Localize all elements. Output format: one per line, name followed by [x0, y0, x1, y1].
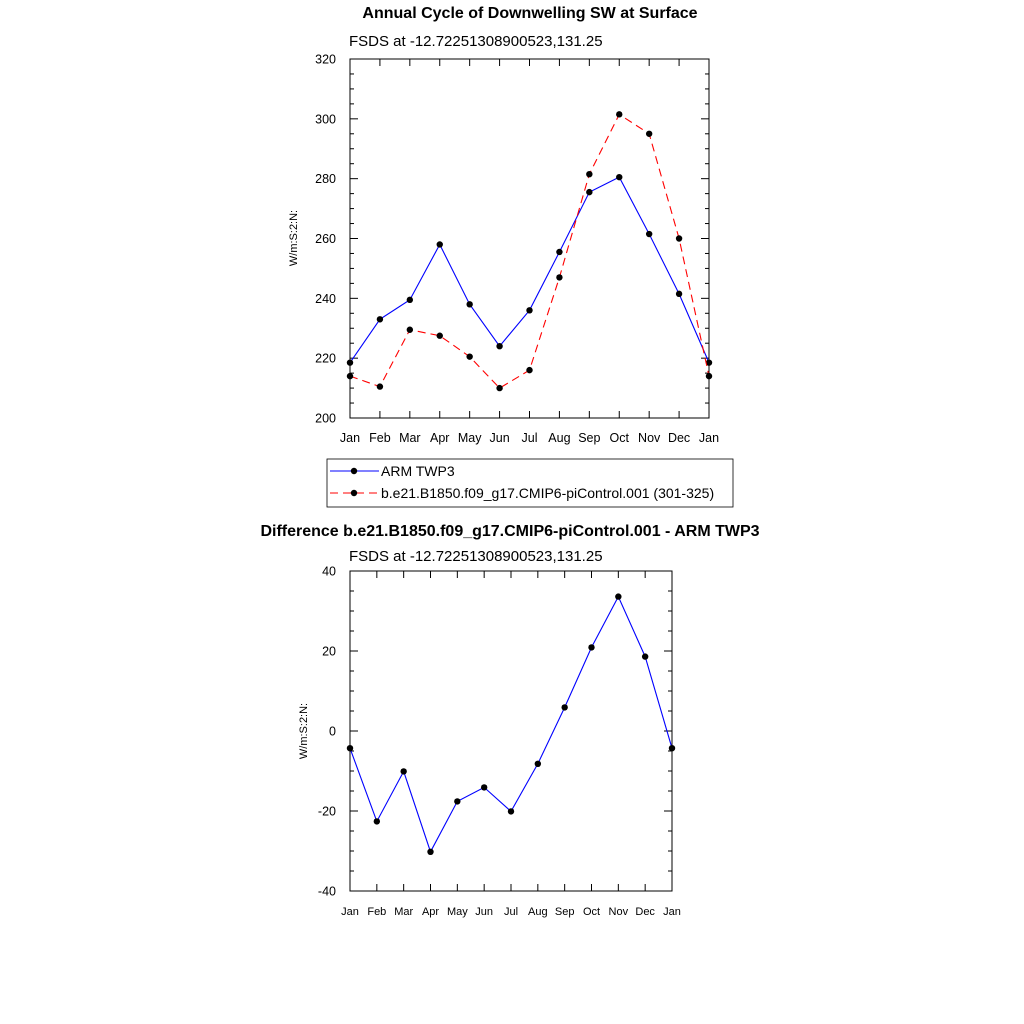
- y-tick-label: 200: [315, 411, 336, 426]
- x-tick-label: May: [457, 431, 482, 445]
- data-point: [347, 745, 353, 751]
- data-point: [586, 189, 592, 195]
- data-point: [347, 373, 353, 379]
- y-tick-label: 0: [329, 724, 336, 739]
- chart-title: Annual Cycle of Downwelling SW at Surface: [362, 5, 698, 22]
- data-point: [526, 307, 532, 313]
- plot-frame: [350, 59, 709, 418]
- y-tick-label: 20: [322, 644, 336, 659]
- data-point: [642, 653, 648, 659]
- data-point: [481, 784, 487, 790]
- data-point: [561, 704, 567, 710]
- y-tick-label: 240: [315, 291, 336, 306]
- legend: [327, 459, 733, 507]
- x-tick-label: Apr: [421, 906, 440, 918]
- x-tick-label: Jan: [698, 431, 720, 445]
- x-tick-label: Oct: [609, 431, 629, 445]
- chart-subtitle: FSDS at -12.72251308900523,131.25: [349, 33, 603, 50]
- data-point: [400, 768, 406, 774]
- tick-marks: [350, 59, 709, 418]
- y-tick-label: 280: [315, 172, 336, 187]
- series-line-1: [350, 114, 709, 388]
- y-tick-label: 40: [322, 564, 336, 579]
- x-tick-labels: [340, 431, 719, 445]
- x-tick-label: Jul: [503, 906, 519, 918]
- x-tick-label: Jan: [341, 906, 359, 918]
- x-tick-label: Dec: [635, 906, 655, 918]
- data-point: [466, 353, 472, 359]
- y-tick-label: 260: [315, 232, 336, 246]
- data-point: [407, 297, 413, 303]
- data-point: [556, 249, 562, 255]
- data-point: [466, 301, 472, 307]
- chart-subtitle: FSDS at -12.72251308900523,131.25: [349, 548, 603, 565]
- data-point: [676, 235, 682, 241]
- data-point: [374, 818, 380, 824]
- x-tick-label: Apr: [430, 431, 450, 445]
- series-layer: [347, 111, 712, 391]
- tick-marks: [350, 571, 672, 891]
- x-tick-label: Jun: [475, 906, 494, 918]
- data-point: [427, 849, 433, 855]
- data-point: [586, 171, 592, 177]
- series-line-0: [350, 177, 709, 362]
- data-point: [407, 327, 413, 333]
- y-tick-label: 320: [315, 52, 336, 67]
- data-point: [496, 385, 502, 391]
- y-axis-label: W/m:S:2:N:: [298, 702, 310, 760]
- legend-marker-arm: [351, 468, 357, 474]
- x-tick-labels: [341, 906, 681, 918]
- difference-chart: [260, 523, 759, 918]
- data-point: [706, 373, 712, 379]
- x-tick-label: Mar: [394, 906, 414, 918]
- annual-cycle-chart: [288, 5, 733, 507]
- data-point: [496, 343, 502, 349]
- series-layer: [347, 593, 675, 855]
- x-tick-label: Dec: [667, 431, 691, 445]
- y-tick-label: -40: [317, 884, 336, 899]
- data-point: [437, 241, 443, 247]
- data-point: [646, 131, 652, 137]
- data-point: [535, 761, 541, 767]
- chart-title: Difference b.e21.B1850.f09_g17.CMIP6-piControl.001 - ARM TWP3: [260, 523, 760, 540]
- data-point: [526, 367, 532, 373]
- y-tick-label: -20: [317, 804, 336, 819]
- data-point: [437, 333, 443, 339]
- y-tick-label: 300: [315, 112, 336, 127]
- data-point: [556, 274, 562, 280]
- data-point: [676, 291, 682, 297]
- data-point: [377, 383, 383, 389]
- plot-frame: [350, 571, 672, 891]
- x-tick-label: Aug: [548, 431, 571, 445]
- x-tick-label: Sep: [554, 906, 575, 918]
- x-tick-label: Nov: [608, 906, 629, 918]
- data-point: [588, 644, 594, 650]
- data-point: [616, 111, 622, 117]
- data-point: [646, 231, 652, 237]
- x-tick-label: Jul: [521, 431, 538, 445]
- legend-marker-model: [351, 490, 357, 496]
- data-point: [377, 316, 383, 322]
- x-tick-label: Feb: [369, 431, 391, 445]
- y-tick-labels: [315, 53, 336, 426]
- x-tick-label: Jan: [339, 431, 361, 445]
- legend-label-arm: ARM TWP3: [381, 463, 455, 479]
- x-tick-label: Nov: [638, 431, 661, 445]
- x-tick-label: May: [446, 906, 468, 918]
- x-tick-label: Jan: [663, 906, 681, 918]
- x-tick-label: Sep: [578, 431, 601, 445]
- data-point: [347, 359, 353, 365]
- data-point: [616, 174, 622, 180]
- x-tick-label: Mar: [399, 431, 421, 445]
- data-point: [454, 798, 460, 804]
- legend-label-model: b.e21.B1850.f09_g17.CMIP6-piControl.001 (301-325): [381, 485, 715, 501]
- data-point: [508, 808, 514, 814]
- x-tick-label: Aug: [528, 906, 548, 918]
- data-point: [669, 745, 675, 751]
- x-tick-label: Oct: [582, 906, 601, 918]
- y-axis-label: W/m:S:2:N:: [288, 209, 300, 267]
- y-tick-labels: [318, 565, 336, 899]
- x-tick-label: Jun: [489, 431, 510, 445]
- x-tick-label: Feb: [367, 906, 387, 918]
- data-point: [615, 593, 621, 599]
- y-tick-label: 220: [315, 351, 336, 366]
